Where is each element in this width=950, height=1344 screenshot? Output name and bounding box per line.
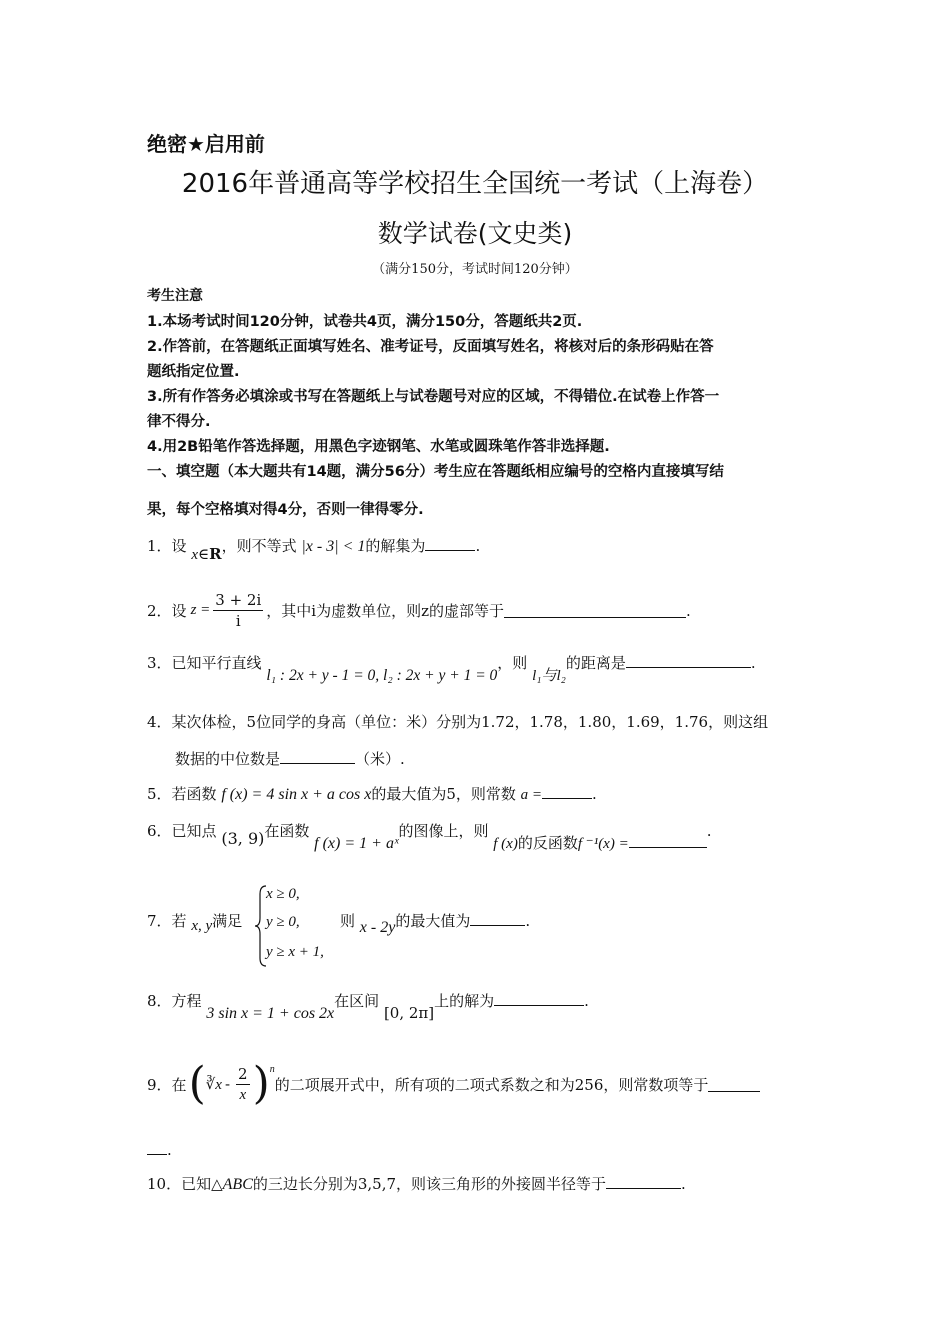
q4-line2a: 数据的中位数是: [175, 750, 281, 768]
section1-line1: 一、填空题（本大题共有14题，满分56分）考生应在答题纸相应编号的空格内直接填写结: [147, 464, 724, 480]
q4-line1: 某次体检，5位同学的身高（单位：米）分别为1.72，1.78，1.80，1.69，1.76，则这组: [171, 713, 769, 731]
q9-left-paren: (: [188, 1058, 206, 1109]
q7-text-d: 的最大值为: [395, 912, 471, 930]
q4-answer-blank[interactable]: [280, 749, 355, 764]
q7-condition-1: x ≥ 0,: [266, 886, 300, 902]
q5-end: .: [592, 785, 597, 803]
q5-var: a =: [520, 787, 543, 803]
q2-i: i: [311, 601, 317, 620]
q5-func: f (x) = 4 sin x + a cos x: [221, 786, 372, 803]
q10-text-a: 已知△: [181, 1175, 223, 1193]
question-9-cont: [147, 1140, 172, 1159]
q2-fraction: [213, 590, 263, 631]
secret-label: 绝密★启用前: [147, 132, 265, 156]
q6-func: f (x) = 1 + aˣ: [314, 835, 399, 852]
exam-subtitle: 数学试卷(文史类): [377, 219, 573, 248]
q3-num: 3．: [147, 654, 172, 672]
q8-answer-blank[interactable]: [494, 991, 584, 1006]
q6-end: .: [706, 822, 712, 840]
q9-answer-blank-cont[interactable]: [147, 1140, 167, 1155]
score-info: （满分150分，考试时间120分钟）: [372, 262, 578, 277]
q8-end: .: [584, 992, 589, 1010]
q2-answer-blank[interactable]: [504, 603, 686, 618]
q3-text-c: 的距离是: [565, 654, 626, 672]
q7-text-c: 则: [340, 912, 356, 930]
q4-line2b: （米）.: [355, 750, 405, 768]
q8-text-a: 方程: [171, 992, 202, 1010]
q2-frac-den: i: [235, 612, 241, 630]
q9-minus: -: [224, 1075, 231, 1093]
q9-text-b: 的二项展开式中，所有项的二项式系数之和为256，则常数项等于: [274, 1075, 709, 1094]
question-9: [147, 1058, 760, 1109]
q10-answer-blank[interactable]: [606, 1174, 681, 1189]
q2-frac-num: 3 + 2i: [215, 591, 262, 609]
q1-text-a: 设: [171, 537, 187, 555]
q8-num: 8．: [147, 992, 172, 1010]
question-7: [147, 910, 243, 934]
question-8: [147, 990, 589, 1022]
question-3: [147, 652, 756, 684]
q5-answer-blank[interactable]: [542, 784, 592, 799]
q1-answer-blank[interactable]: [425, 536, 475, 551]
q8-text-c: 上的解为: [434, 992, 495, 1010]
q7-vars: x, y: [191, 918, 213, 934]
q2-z: z: [421, 601, 430, 620]
q5-text-a: 若函数: [171, 785, 217, 803]
q6-num: 6．: [147, 822, 172, 840]
q2-end: .: [686, 601, 691, 620]
q1-text-c: 的解集为: [365, 537, 426, 555]
q7-answer-blank[interactable]: [470, 911, 525, 926]
q1-set-r: R: [209, 545, 222, 563]
q1-in: ∈: [198, 545, 210, 563]
section1-line2: 果，每个空格填对得4分，否则一律得零分.: [147, 502, 424, 518]
notice-item: 2.作答前，在答题纸正面填写姓名、准考证号，反面填写姓名，将核对后的条形码贴在答: [147, 339, 714, 355]
question-4: [147, 711, 768, 732]
q6-fx: f (x): [493, 836, 518, 852]
q1-num: 1．: [147, 537, 172, 555]
q9-frac-den: x: [239, 1086, 247, 1103]
q2-num: 2．: [147, 602, 172, 620]
question-5: [147, 783, 597, 804]
question-2: [147, 590, 691, 631]
q10-abc: ABC: [222, 1176, 253, 1193]
q6-inverse: f ⁻¹(x) =: [577, 836, 629, 852]
question-1: [147, 535, 481, 563]
q3-answer-blank[interactable]: [626, 653, 751, 668]
q6-text-b: 在函数: [264, 822, 310, 840]
question-6: [147, 820, 712, 852]
q5-text-b: 的最大值为5，则常数: [371, 785, 516, 803]
q9-frac-num: 2: [238, 1064, 248, 1083]
q2-text-a: 设: [171, 602, 187, 620]
q1-text-b: ，则不等式: [221, 537, 297, 555]
q9-right-paren: ): [252, 1058, 270, 1109]
q7-text-a: 若: [171, 912, 187, 930]
question-10: [147, 1173, 686, 1194]
q2-text-d: 的虚部等于: [429, 602, 505, 620]
question-7-tail: [340, 910, 531, 936]
q9-answer-blank[interactable]: [708, 1077, 760, 1092]
q6-text-c: 的图像上，则: [398, 822, 489, 840]
notice-item: 题纸指定位置.: [147, 364, 240, 380]
notice-item: 4.用2B铅笔作答选择题，用黑色字迹钢笔、水笔或圆珠笔作答非选择题.: [147, 439, 610, 455]
q10-num: 10．: [147, 1175, 182, 1193]
q10-end: .: [681, 1175, 686, 1193]
question-4-cont: [175, 748, 405, 769]
q7-num: 7．: [147, 912, 172, 930]
notice-item: 1.本场考试时间120分钟，试卷共4页，满分150分，答题纸共2页.: [147, 314, 583, 330]
q3-end: .: [750, 654, 756, 672]
q3-text-a: 已知平行直线: [171, 654, 262, 672]
q6-text-a: 已知点: [171, 822, 217, 840]
q8-text-b: 在区间: [334, 992, 380, 1010]
q7-text-b: 满足: [212, 912, 243, 930]
q8-equation: 3 sin x = 1 + cos 2x: [206, 1005, 335, 1022]
q8-interval: [0, 2π]: [383, 1004, 435, 1022]
q3-text-b: ，则: [497, 654, 528, 672]
q9-fraction: [236, 1064, 250, 1105]
q9-end: .: [167, 1141, 172, 1159]
q7-end: .: [525, 912, 531, 930]
q3-l1l2: l₁与l₂: [532, 668, 566, 684]
q2-text-b: ，其中: [266, 602, 312, 620]
q9-text-a: 在: [171, 1075, 187, 1094]
q6-text-d: 的反函数: [517, 834, 578, 852]
exam-title: 2016年普通高等学校招生全国统一考试（上海卷）: [181, 169, 769, 199]
q9-root: ∛x: [205, 1076, 222, 1093]
q7-expr: x - 2y: [359, 919, 396, 936]
q3-lines: l₁ : 2x + y - 1 = 0, l₂ : 2x + y + 1 = 0: [266, 667, 498, 684]
q1-end: .: [475, 537, 481, 555]
notice-item: 3.所有作答务必填涂或书写在答题纸上与试卷题号对应的区域，不得错位.在试卷上作答一: [147, 389, 720, 405]
q1-inequality: |x - 3| < 1: [301, 538, 366, 555]
q9-exponent: n: [269, 1064, 275, 1075]
notice-item: 律不得分.: [147, 414, 211, 430]
q1-var-x: x: [191, 547, 199, 563]
q4-num: 4．: [147, 713, 172, 731]
q6-answer-blank[interactable]: [629, 833, 707, 848]
q7-condition-2: y ≥ 0,: [266, 914, 300, 930]
q9-num: 9．: [147, 1075, 172, 1094]
q7-condition-3: y ≥ x + 1,: [266, 944, 324, 960]
q2-z-eq: z =: [190, 602, 211, 618]
notice-heading: 考生注意: [147, 288, 203, 304]
q10-text-b: 的三边长分别为3,5,7，则该三角形的外接圆半径等于: [252, 1175, 607, 1193]
q2-text-c: 为虚数单位，则: [316, 602, 422, 620]
q5-num: 5．: [147, 785, 172, 803]
q6-point: (3, 9): [221, 829, 265, 848]
